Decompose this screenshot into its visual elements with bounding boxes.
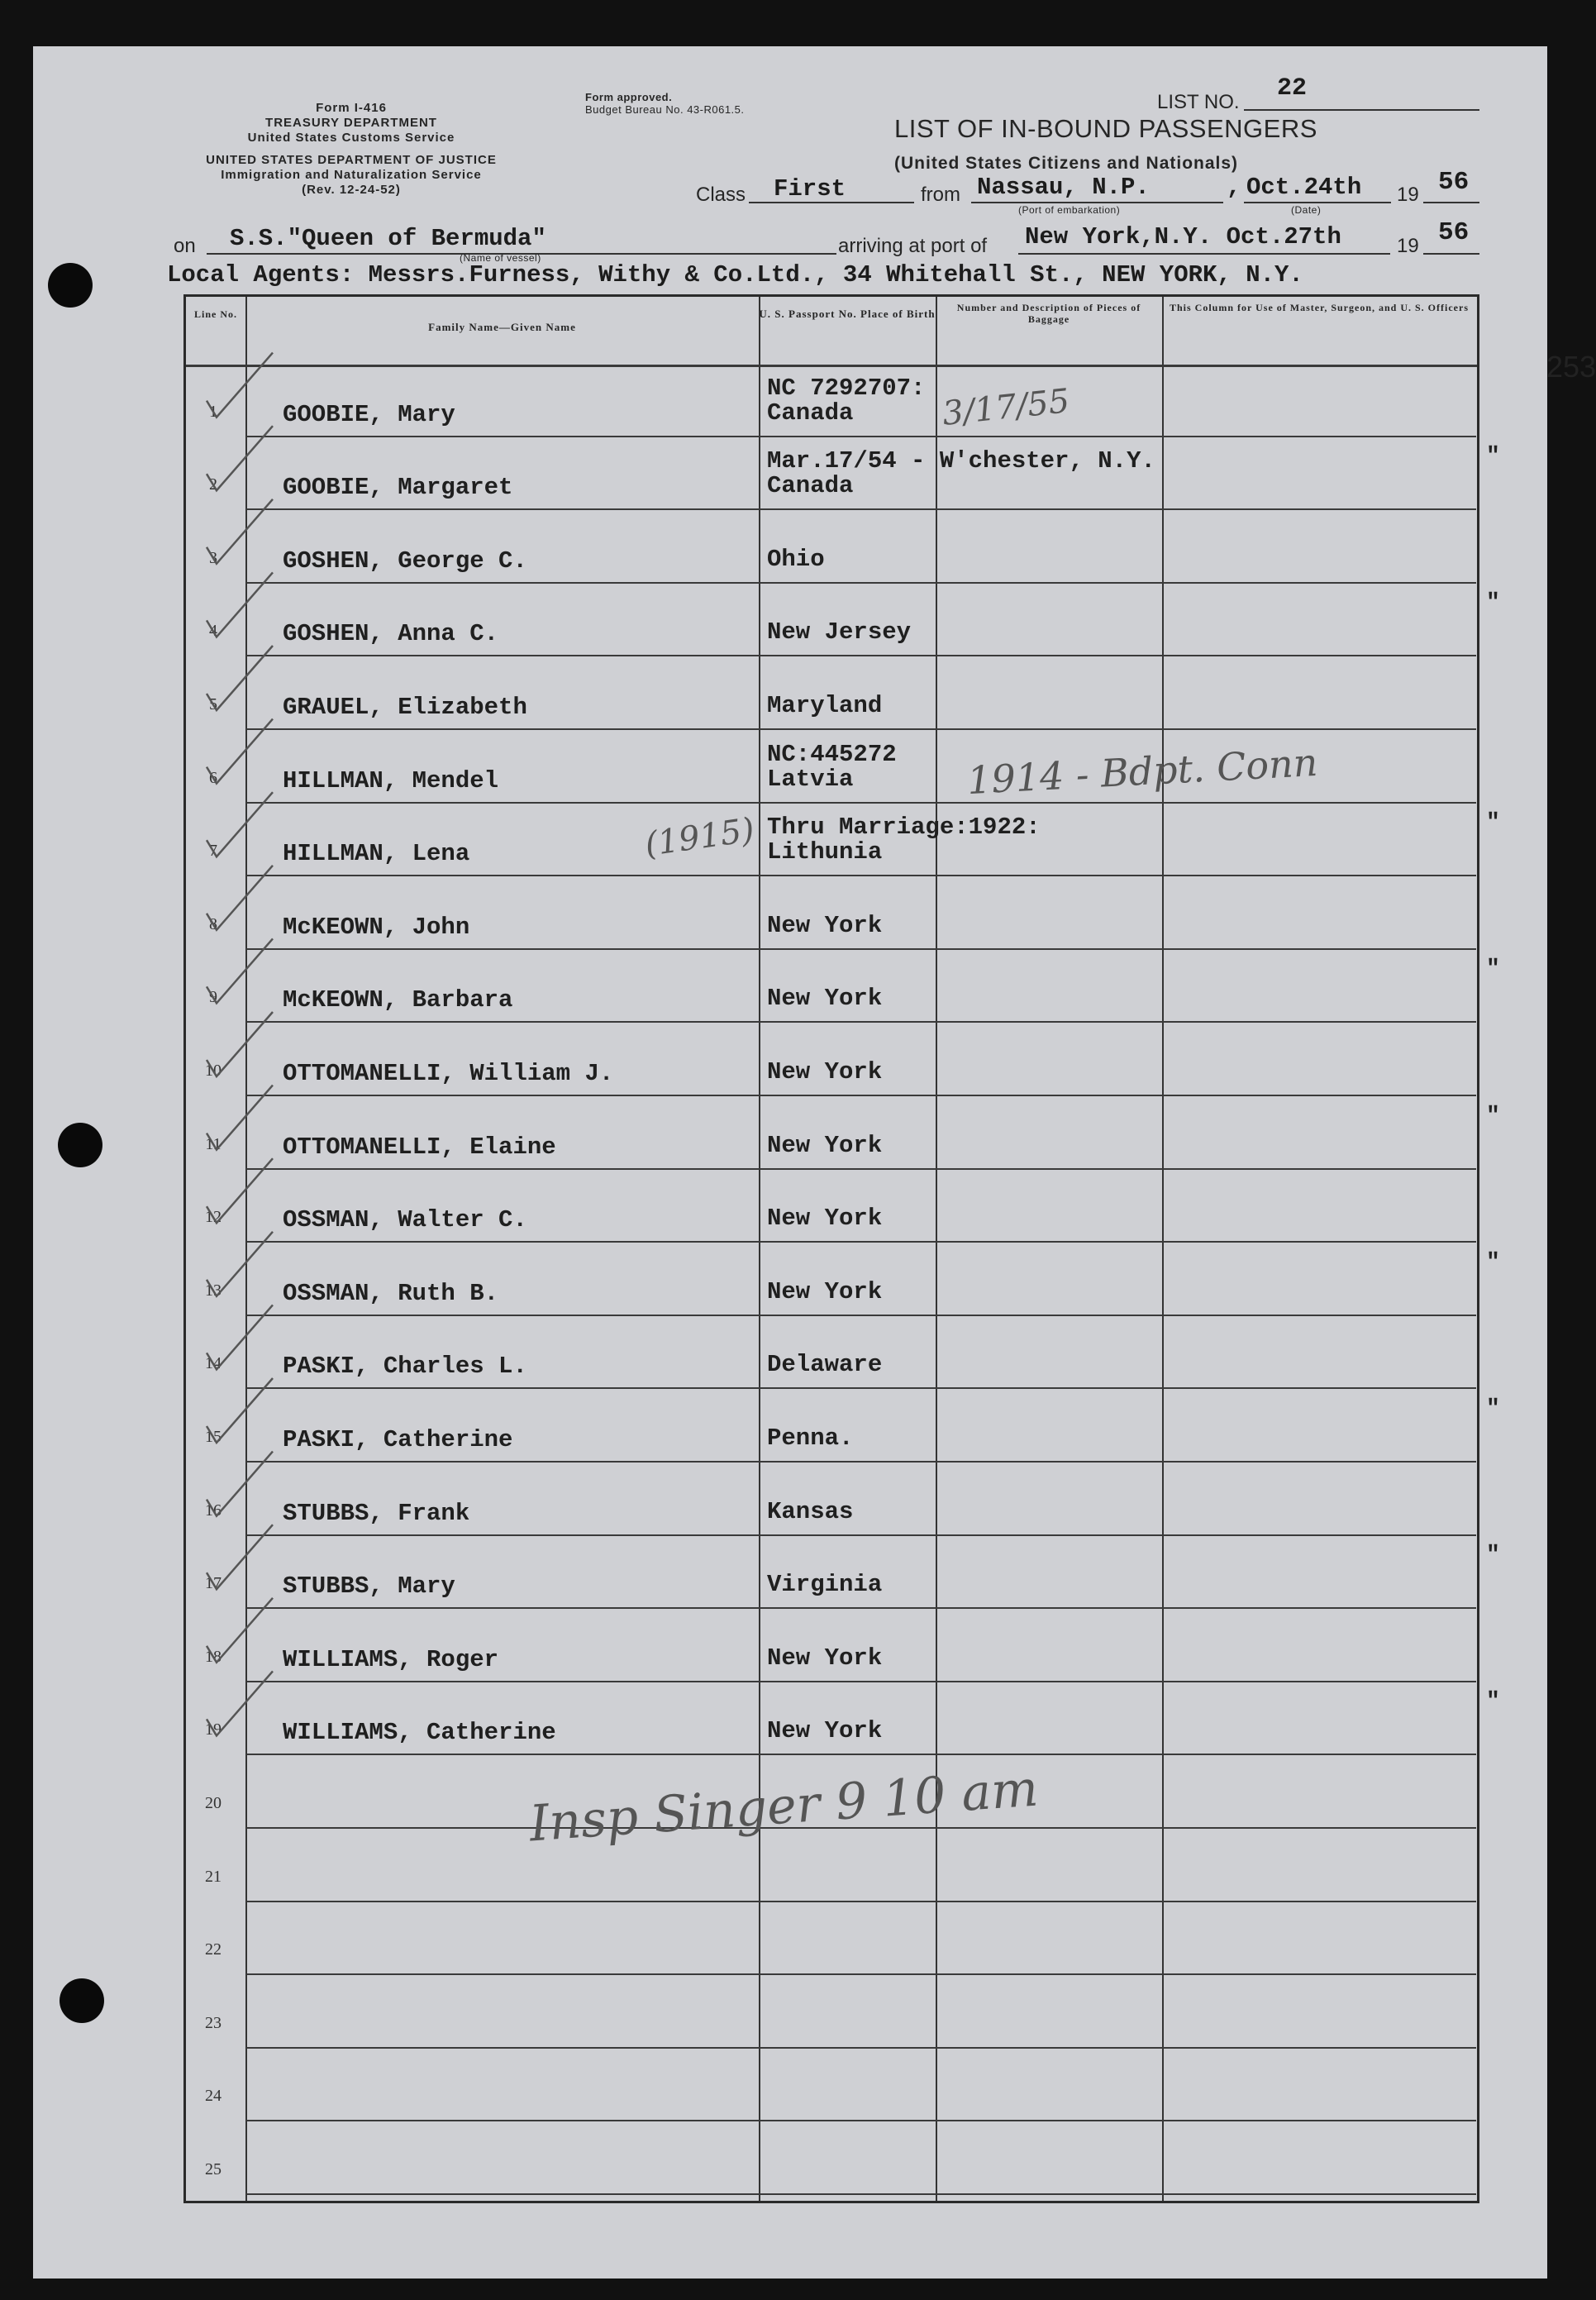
budget-bureau: Budget Bureau No. 43-R061.5. bbox=[585, 103, 745, 116]
departure-date: Oct.24th bbox=[1246, 174, 1362, 201]
place-of-birth: Latvia bbox=[767, 766, 854, 793]
line-number: 14 bbox=[205, 1354, 222, 1372]
check-mark bbox=[207, 426, 273, 490]
line-number: 12 bbox=[205, 1208, 222, 1226]
arrival-year-prefix: 19 bbox=[1397, 235, 1419, 257]
officer-mark: " bbox=[1486, 1543, 1500, 1568]
check-mark bbox=[207, 938, 273, 1003]
agency-customs: United States Customs Service bbox=[247, 131, 455, 145]
check-mark bbox=[207, 646, 273, 710]
check-mark bbox=[207, 1525, 273, 1589]
officer-mark: " bbox=[1486, 590, 1500, 616]
list-no-value: 22 bbox=[1277, 74, 1308, 103]
check-mark bbox=[207, 353, 273, 418]
check-mark bbox=[207, 1086, 273, 1150]
line-number: 4 bbox=[209, 622, 217, 640]
check-mark bbox=[207, 1378, 273, 1443]
arrival-year: 56 bbox=[1438, 218, 1470, 247]
place-of-birth: New York bbox=[767, 1278, 883, 1305]
form-number: Form I-416 bbox=[316, 101, 387, 115]
passenger-name: OSSMAN, Walter C. bbox=[283, 1206, 527, 1234]
passenger-name: GOOBIE, Mary bbox=[283, 401, 455, 428]
place-of-birth: Penna. bbox=[767, 1424, 854, 1452]
line-number: 5 bbox=[209, 695, 217, 713]
col-name: Family Name—Given Name bbox=[428, 321, 576, 333]
passenger-name: PASKI, Catherine bbox=[283, 1426, 513, 1453]
line-number: 19 bbox=[205, 1720, 222, 1739]
place-of-birth: Kansas bbox=[767, 1498, 854, 1525]
check-mark bbox=[207, 1158, 273, 1223]
place-of-birth: Canada bbox=[767, 399, 854, 427]
place-of-birth: New York bbox=[767, 1717, 883, 1744]
officer-mark: " bbox=[1486, 1689, 1500, 1715]
passenger-name: OTTOMANELLI, William J. bbox=[283, 1060, 614, 1087]
officer-mark: " bbox=[1486, 1396, 1500, 1422]
passport-number: Mar.17/54 - W'chester, N.Y. bbox=[767, 447, 1155, 475]
place-of-birth: New York bbox=[767, 1058, 883, 1086]
line-number: 16 bbox=[205, 1501, 222, 1520]
from-value: Nassau, N.P. bbox=[977, 174, 1150, 201]
line-number: 7 bbox=[209, 842, 217, 860]
inspector-signature: Insp Singer 9 10 am bbox=[527, 1759, 1041, 1854]
col-passport: U. S. Passport No. Place of Birth bbox=[759, 308, 936, 320]
class-label: Class bbox=[696, 184, 746, 206]
agency-justice: UNITED STATES DEPARTMENT OF JUSTICE bbox=[206, 153, 497, 167]
line-number: 9 bbox=[209, 988, 217, 1006]
passenger-name: STUBBS, Frank bbox=[283, 1500, 470, 1527]
place-of-birth: New York bbox=[767, 1132, 883, 1159]
passport-number: Thru Marriage:1922: bbox=[767, 814, 1041, 841]
page-title: LIST OF IN-BOUND PASSENGERS bbox=[894, 114, 1317, 143]
col-officers: This Column for Use of Master, Surgeon, and U. S. Officers bbox=[1169, 302, 1469, 313]
line-number: 23 bbox=[205, 2014, 222, 2032]
passenger-name: GOSHEN, Anna C. bbox=[283, 620, 499, 647]
place-of-birth: Delaware bbox=[767, 1351, 883, 1378]
passenger-name: WILLIAMS, Roger bbox=[283, 1646, 499, 1673]
check-mark bbox=[207, 719, 273, 784]
vessel-name: S.S."Queen of Bermuda" bbox=[230, 225, 546, 252]
officer-mark: " bbox=[1486, 1104, 1500, 1129]
passenger-name: WILLIAMS, Catherine bbox=[283, 1719, 556, 1746]
officer-mark: " bbox=[1486, 444, 1500, 470]
comma: , bbox=[1227, 174, 1241, 201]
passenger-name: OTTOMANELLI, Elaine bbox=[283, 1133, 556, 1161]
departure-year: 56 bbox=[1438, 168, 1470, 197]
place-of-birth: New York bbox=[767, 985, 883, 1012]
check-mark bbox=[207, 499, 273, 564]
line-number: 25 bbox=[205, 2160, 222, 2178]
line-number: 20 bbox=[205, 1794, 222, 1812]
officer-mark: " bbox=[1486, 957, 1500, 982]
line-number: 2 bbox=[209, 475, 217, 494]
passenger-name: STUBBS, Mary bbox=[283, 1572, 455, 1600]
handwritten-note: 1914 - Bdpt. Conn bbox=[965, 739, 1319, 804]
passenger-name: PASKI, Charles L. bbox=[283, 1353, 527, 1380]
officer-mark: " bbox=[1486, 1250, 1500, 1276]
place-of-birth: New Jersey bbox=[767, 618, 912, 646]
col-line-no: Line No. bbox=[193, 308, 237, 320]
passenger-name: McKEOWN, Barbara bbox=[283, 986, 513, 1014]
handwritten-baggage-date: 3/17/55 bbox=[941, 382, 1072, 433]
arrival-port-date: New York,N.Y. Oct.27th bbox=[1025, 223, 1341, 251]
line-number: 13 bbox=[205, 1281, 222, 1300]
local-agents: Local Agents: Messrs.Furness, Withy & Co.Ltd., 34 Whitehall St., NEW YORK, N.Y. bbox=[167, 261, 1303, 289]
check-mark bbox=[207, 1305, 273, 1369]
line-number: 3 bbox=[209, 549, 217, 567]
line-number: 8 bbox=[209, 915, 217, 933]
place-of-birth: New York bbox=[767, 1205, 883, 1232]
line-number: 10 bbox=[205, 1062, 222, 1080]
line-number: 1 bbox=[209, 403, 217, 421]
line-number: 6 bbox=[209, 769, 217, 787]
col-baggage: Number and Description of Pieces of Baggage bbox=[956, 302, 1141, 325]
passenger-name: HILLMAN, Mendel bbox=[283, 767, 499, 795]
check-mark bbox=[207, 572, 273, 637]
check-mark bbox=[207, 1012, 273, 1076]
passenger-name: GOOBIE, Margaret bbox=[283, 474, 513, 501]
place-of-birth: Canada bbox=[767, 472, 854, 499]
year-prefix: 19 bbox=[1397, 184, 1419, 206]
line-number: 11 bbox=[205, 1135, 222, 1153]
class-value: First bbox=[774, 175, 846, 203]
page-subtitle: (United States Citizens and Nationals) bbox=[894, 154, 1239, 173]
line-number: 22 bbox=[205, 1940, 222, 1959]
line-number: 24 bbox=[205, 2087, 222, 2105]
handwritten-year: (1915) bbox=[642, 810, 757, 865]
passenger-name: HILLMAN, Lena bbox=[283, 840, 470, 867]
officer-mark: " bbox=[1486, 810, 1500, 836]
line-number: 21 bbox=[205, 1868, 222, 1886]
from-caption: (Port of embarkation) bbox=[1018, 204, 1121, 216]
check-mark bbox=[207, 1452, 273, 1516]
form-revision: (Rev. 12-24-52) bbox=[302, 183, 401, 197]
on-label: on bbox=[174, 235, 196, 257]
check-mark bbox=[207, 1671, 273, 1735]
place-of-birth: New York bbox=[767, 912, 883, 939]
agency-immigration: Immigration and Naturalization Service bbox=[221, 168, 482, 182]
place-of-birth: New York bbox=[767, 1644, 883, 1672]
place-of-birth: Virginia bbox=[767, 1571, 883, 1598]
vessel-caption: (Name of vessel) bbox=[460, 252, 541, 264]
passenger-name: McKEOWN, John bbox=[283, 914, 470, 941]
place-of-birth: Maryland bbox=[767, 692, 883, 719]
passport-number: NC:445272 bbox=[767, 741, 897, 768]
check-mark bbox=[207, 866, 273, 930]
line-number: 18 bbox=[205, 1648, 222, 1666]
passenger-name: GRAUEL, Elizabeth bbox=[283, 694, 527, 721]
arriving-label: arriving at port of bbox=[838, 235, 988, 257]
passenger-name: GOSHEN, George C. bbox=[283, 547, 527, 575]
date-caption: (Date) bbox=[1291, 204, 1322, 216]
list-no-label: LIST NO. bbox=[1157, 91, 1240, 113]
line-number: 15 bbox=[205, 1428, 222, 1446]
passenger-name: OSSMAN, Ruth B. bbox=[283, 1280, 499, 1307]
check-mark bbox=[207, 792, 273, 857]
line-number: 17 bbox=[205, 1574, 222, 1592]
place-of-birth: Ohio bbox=[767, 546, 825, 573]
check-mark bbox=[207, 1232, 273, 1296]
officer-mark: 253 bbox=[1546, 350, 1596, 384]
check-mark bbox=[207, 1598, 273, 1663]
passport-number: NC 7292707: bbox=[767, 375, 926, 402]
place-of-birth: Lithunia bbox=[767, 838, 883, 866]
form-approved: Form approved. bbox=[585, 91, 673, 103]
from-label: from bbox=[921, 184, 960, 206]
agency-treasury: TREASURY DEPARTMENT bbox=[265, 116, 437, 130]
